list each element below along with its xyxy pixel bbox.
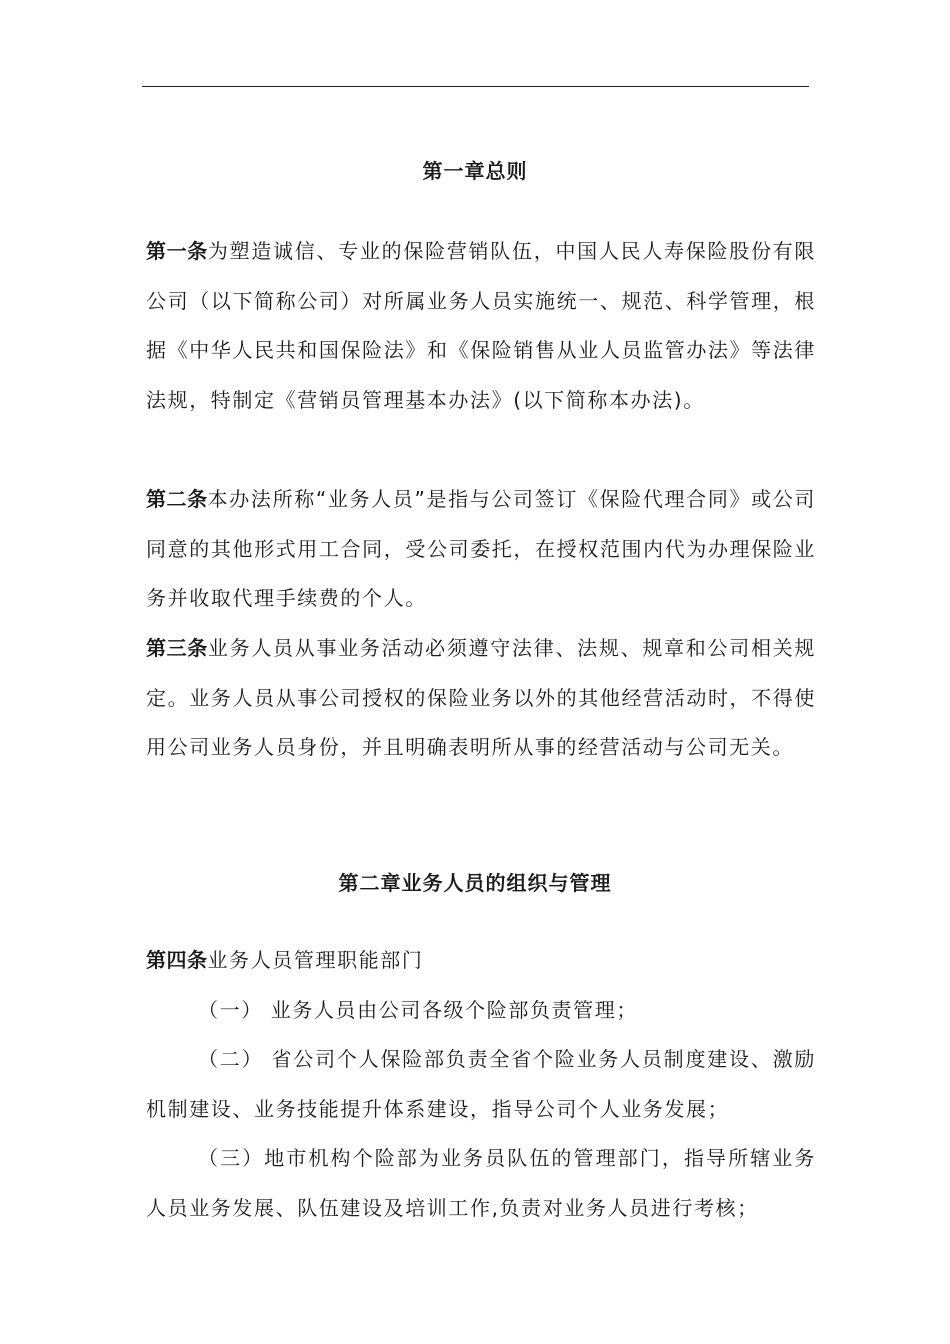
article-paragraph bbox=[146, 936, 816, 986]
list-item: （二） 省公司个人保险部负责全省个险业务人员制度建设、激励机制建设、业务技能提升体系建设，指导公司个人业务发展； bbox=[146, 1047, 816, 1121]
article-text: 业务人员从事业务活动必须遵守法律、法规、规章和公司相关规定。业务人员从事公司授权的保险业务以外的其他经营活动时，不得使用公司业务人员身份，并且明确表明所从事的经营活动与公司无关。 bbox=[146, 636, 816, 759]
article-label: 第一条 bbox=[146, 239, 208, 263]
article-label: 第二条 bbox=[146, 487, 208, 511]
article-paragraph bbox=[146, 624, 816, 773]
article-text: 为塑造诚信、专业的保险营销队伍，中国人民人寿保险股份有限公司（以下简称公司）对所属业务人员实施统一、规范、科学管理，根据《中华人民共和国保险法》和《保险销售从业人员监管办法》等法律法规，特制定《营销员管理基本办法》(以下简称本办法)。 bbox=[146, 239, 816, 412]
article-text: 业务人员管理职能部门 bbox=[207, 948, 424, 972]
article-paragraph bbox=[146, 227, 816, 425]
list-item: （三）地市机构个险部为业务员队伍的管理部门，指导所辖业务人员业务发展、队伍建设及培训工作,负责对业务人员进行考核； bbox=[146, 1146, 816, 1220]
article-label: 第四条 bbox=[146, 948, 208, 972]
article-text: 本办法所称“业务人员”是指与公司签订《保险代理合同》或公司同意的其他形式用工合同，受公司委托，在授权范围内代为办理保险业务并收取代理手续费的个人。 bbox=[146, 487, 817, 610]
chapter-title: 第一章总则 bbox=[422, 159, 528, 183]
header-divider bbox=[142, 86, 809, 87]
list-item: （一） 业务人员由公司各级个险部负责管理； bbox=[198, 998, 638, 1022]
article-label: 第三条 bbox=[146, 636, 208, 660]
chapter-title: 第二章业务人员的组织与管理 bbox=[338, 871, 612, 895]
article-paragraph bbox=[146, 475, 816, 624]
